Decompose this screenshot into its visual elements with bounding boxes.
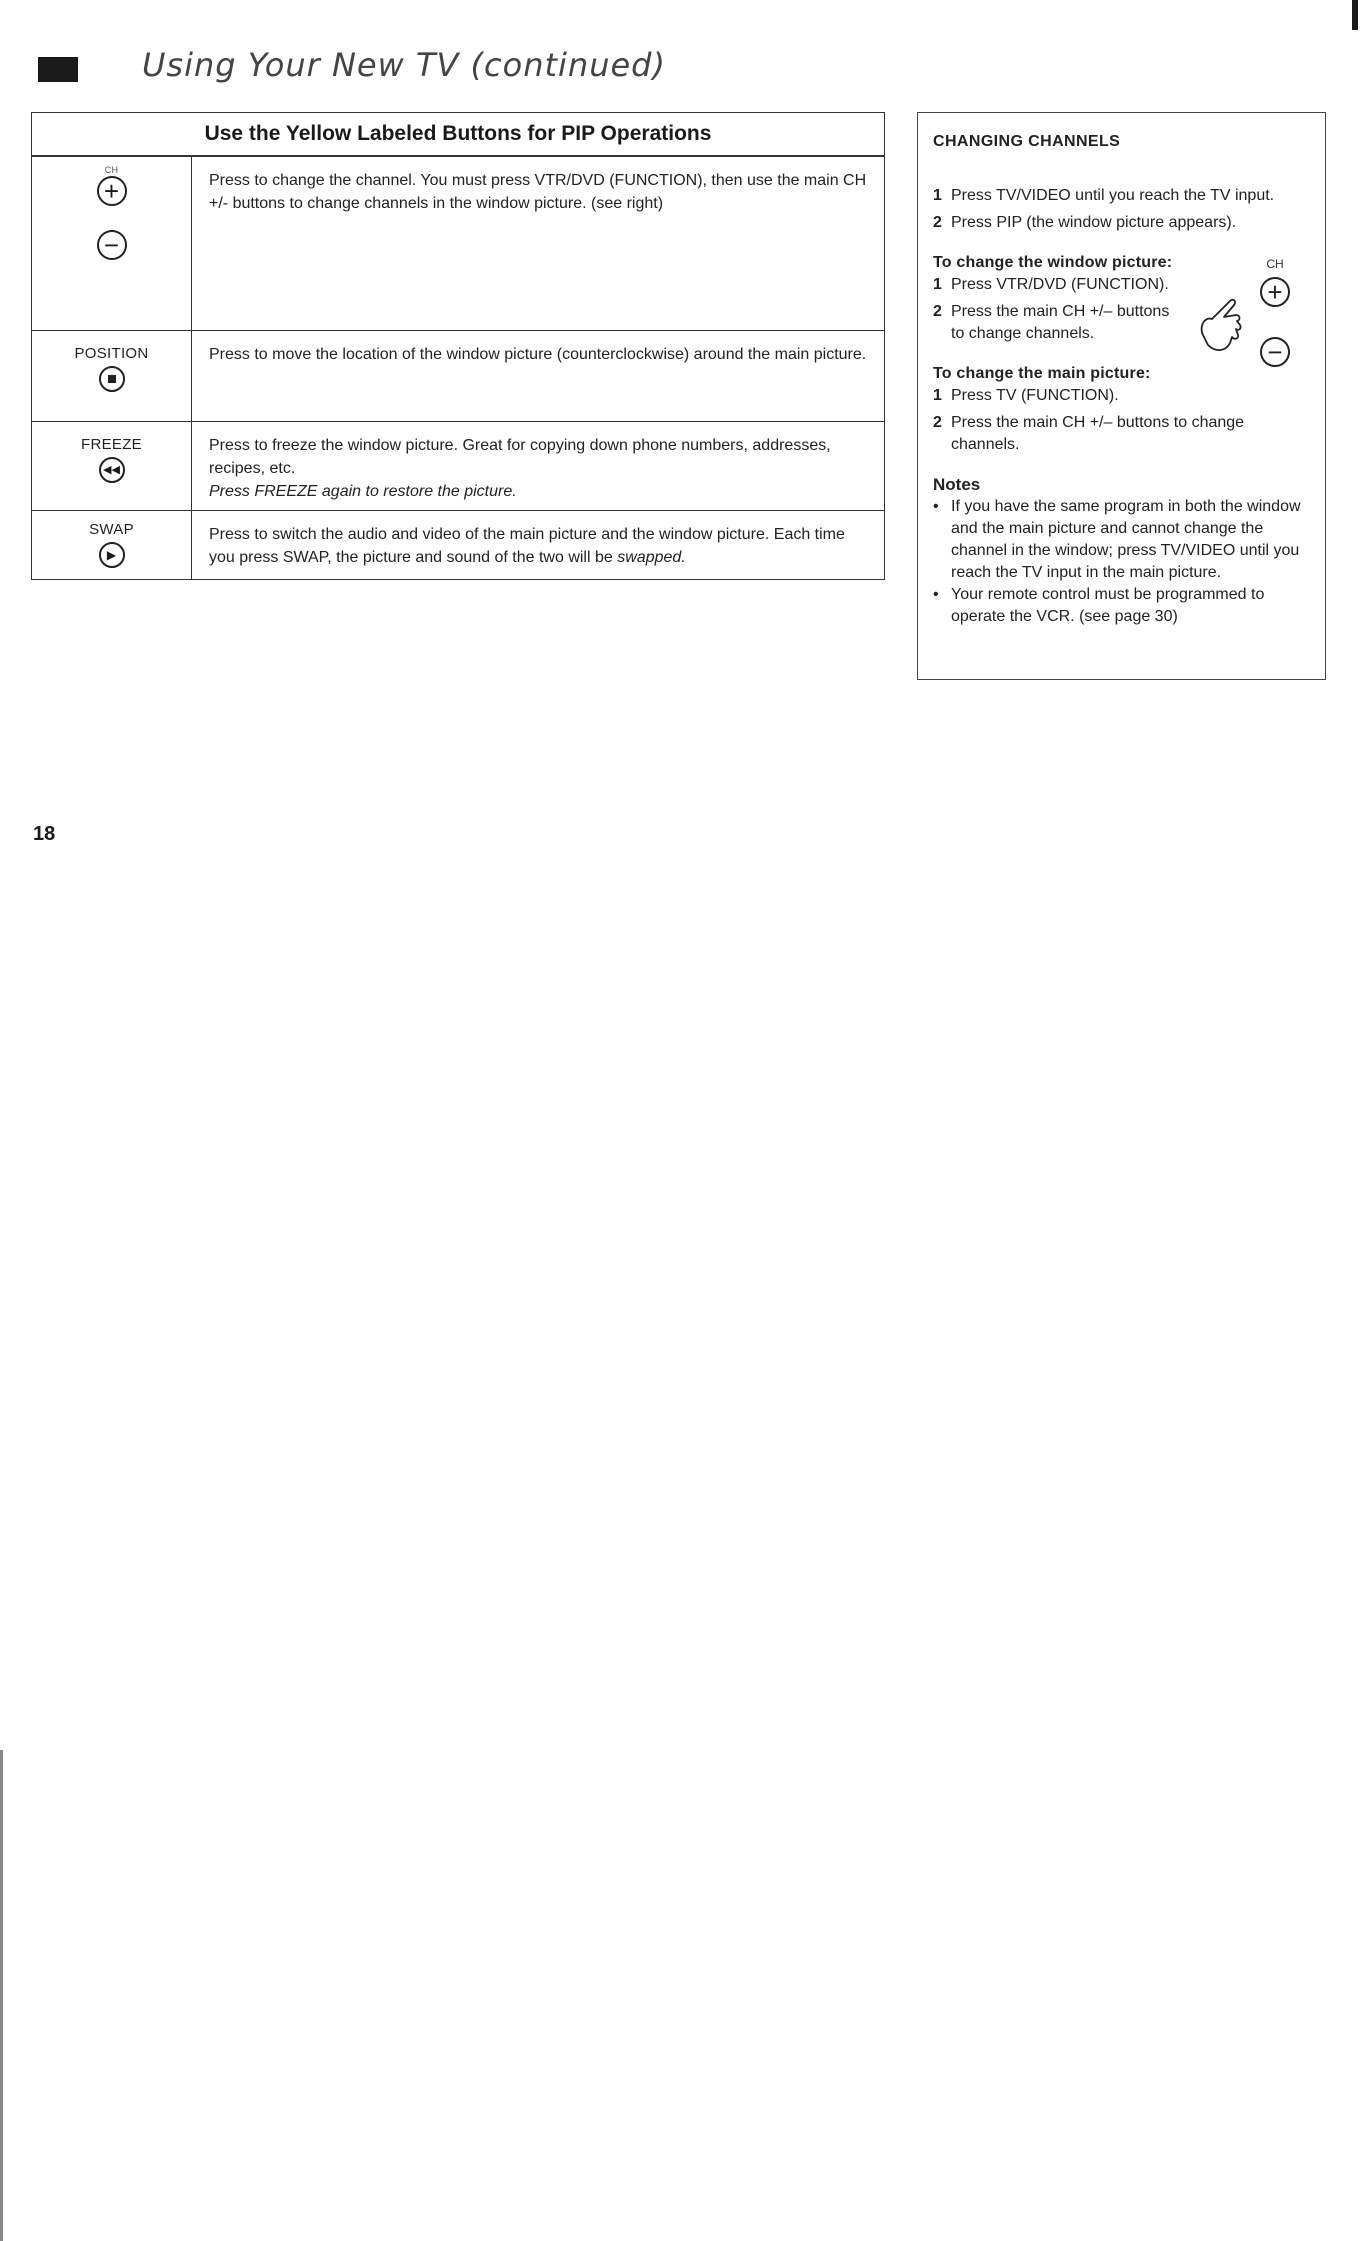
row-italic-text: swapped.: [617, 549, 686, 566]
step-number: 1: [933, 187, 942, 204]
row-description: [192, 422, 884, 510]
row-text: Press to freeze the window picture. Great for copying down phone numbers, addresses, recipes, etc.: [209, 437, 831, 477]
row-description: [192, 511, 884, 579]
button-cell: [32, 157, 192, 330]
step-text: Press VTR/DVD (FUNCTION).: [951, 276, 1169, 293]
main-picture-heading: To change the main picture:: [933, 365, 1151, 382]
ch-label: CH: [1266, 257, 1284, 271]
plus-icon: +: [97, 176, 127, 206]
step-text: Press the main CH +/– buttons to change channels.: [951, 414, 1245, 453]
changing-channels-panel: [917, 112, 1326, 680]
button-cell: [32, 422, 192, 510]
window-picture-heading: To change the window picture:: [933, 254, 1173, 271]
step-text: Press TV/VIDEO until you reach the TV input.: [951, 187, 1275, 204]
button-label: SWAP: [89, 521, 134, 538]
page-title: Using Your New TV (continued): [142, 46, 666, 84]
square-stop-icon: [99, 366, 125, 392]
minus-icon: −: [97, 230, 127, 260]
bullet-icon: •: [933, 498, 939, 515]
page-number: 18: [33, 823, 56, 845]
section-marker: [38, 57, 78, 82]
row-text: Press to change the channel. You must press VTR/DVD (FUNCTION), then use the main CH +/- buttons to change channels in the window picture. (see right): [209, 172, 867, 212]
table-row: [32, 156, 884, 330]
rewind-icon: ◀◀: [99, 457, 125, 483]
row-text: Press to move the location of the window picture (counterclockwise) around the main picture.: [209, 346, 867, 363]
row-description: [192, 331, 884, 421]
step-number: 2: [933, 303, 942, 320]
table-row: [32, 330, 884, 421]
notes-heading: Notes: [933, 475, 981, 494]
step-number: 2: [933, 214, 942, 231]
button-label: POSITION: [74, 345, 149, 362]
step-number: 1: [933, 276, 942, 293]
button-label: FREEZE: [81, 436, 142, 453]
step-text: Press TV (FUNCTION).: [951, 387, 1119, 404]
step-item: [933, 185, 1311, 207]
table-row: [32, 421, 884, 510]
row-text: Press to switch the audio and video of the main picture and the window picture. Each time you press SWAP, the picture and sound of the two will be: [209, 526, 845, 566]
row-italic-text: Press FREEZE again to restore the picture.: [209, 483, 517, 500]
note-text: Your remote control must be programmed to operate the VCR. (see page 30): [951, 586, 1265, 625]
button-cell: [32, 511, 192, 579]
plus-icon: +: [1260, 277, 1290, 307]
ch-button-illustration: [1251, 253, 1299, 397]
step-text: Press PIP (the window picture appears).: [951, 214, 1237, 231]
play-icon: ▶: [99, 542, 125, 568]
note-item: [933, 584, 1311, 628]
scan-edge: [0, 1750, 3, 2241]
note-item: [933, 496, 1311, 584]
table-title: Use the Yellow Labeled Buttons for PIP Operations: [32, 113, 884, 156]
button-cell: [32, 331, 192, 421]
pip-operations-table: [31, 112, 885, 580]
step-item: [933, 412, 1311, 456]
panel-title: CHANGING CHANNELS: [933, 133, 1121, 150]
step-number: 1: [933, 387, 942, 404]
step-item: [933, 212, 1311, 234]
row-description: [192, 157, 884, 330]
bullet-icon: •: [933, 586, 939, 603]
step-text: Press the main CH +/– buttons to change channels.: [951, 303, 1170, 342]
edge-mark: [1352, 0, 1358, 30]
button-label: CH: [104, 165, 119, 175]
step-number: 2: [933, 414, 942, 431]
minus-icon: −: [1260, 337, 1290, 367]
pointing-hand-icon: [1196, 293, 1250, 357]
table-row: [32, 510, 884, 579]
note-text: If you have the same program in both the window and the main picture and cannot change the channel in the window; press TV/VIDEO until you reach the TV input in the main picture.: [951, 498, 1301, 581]
